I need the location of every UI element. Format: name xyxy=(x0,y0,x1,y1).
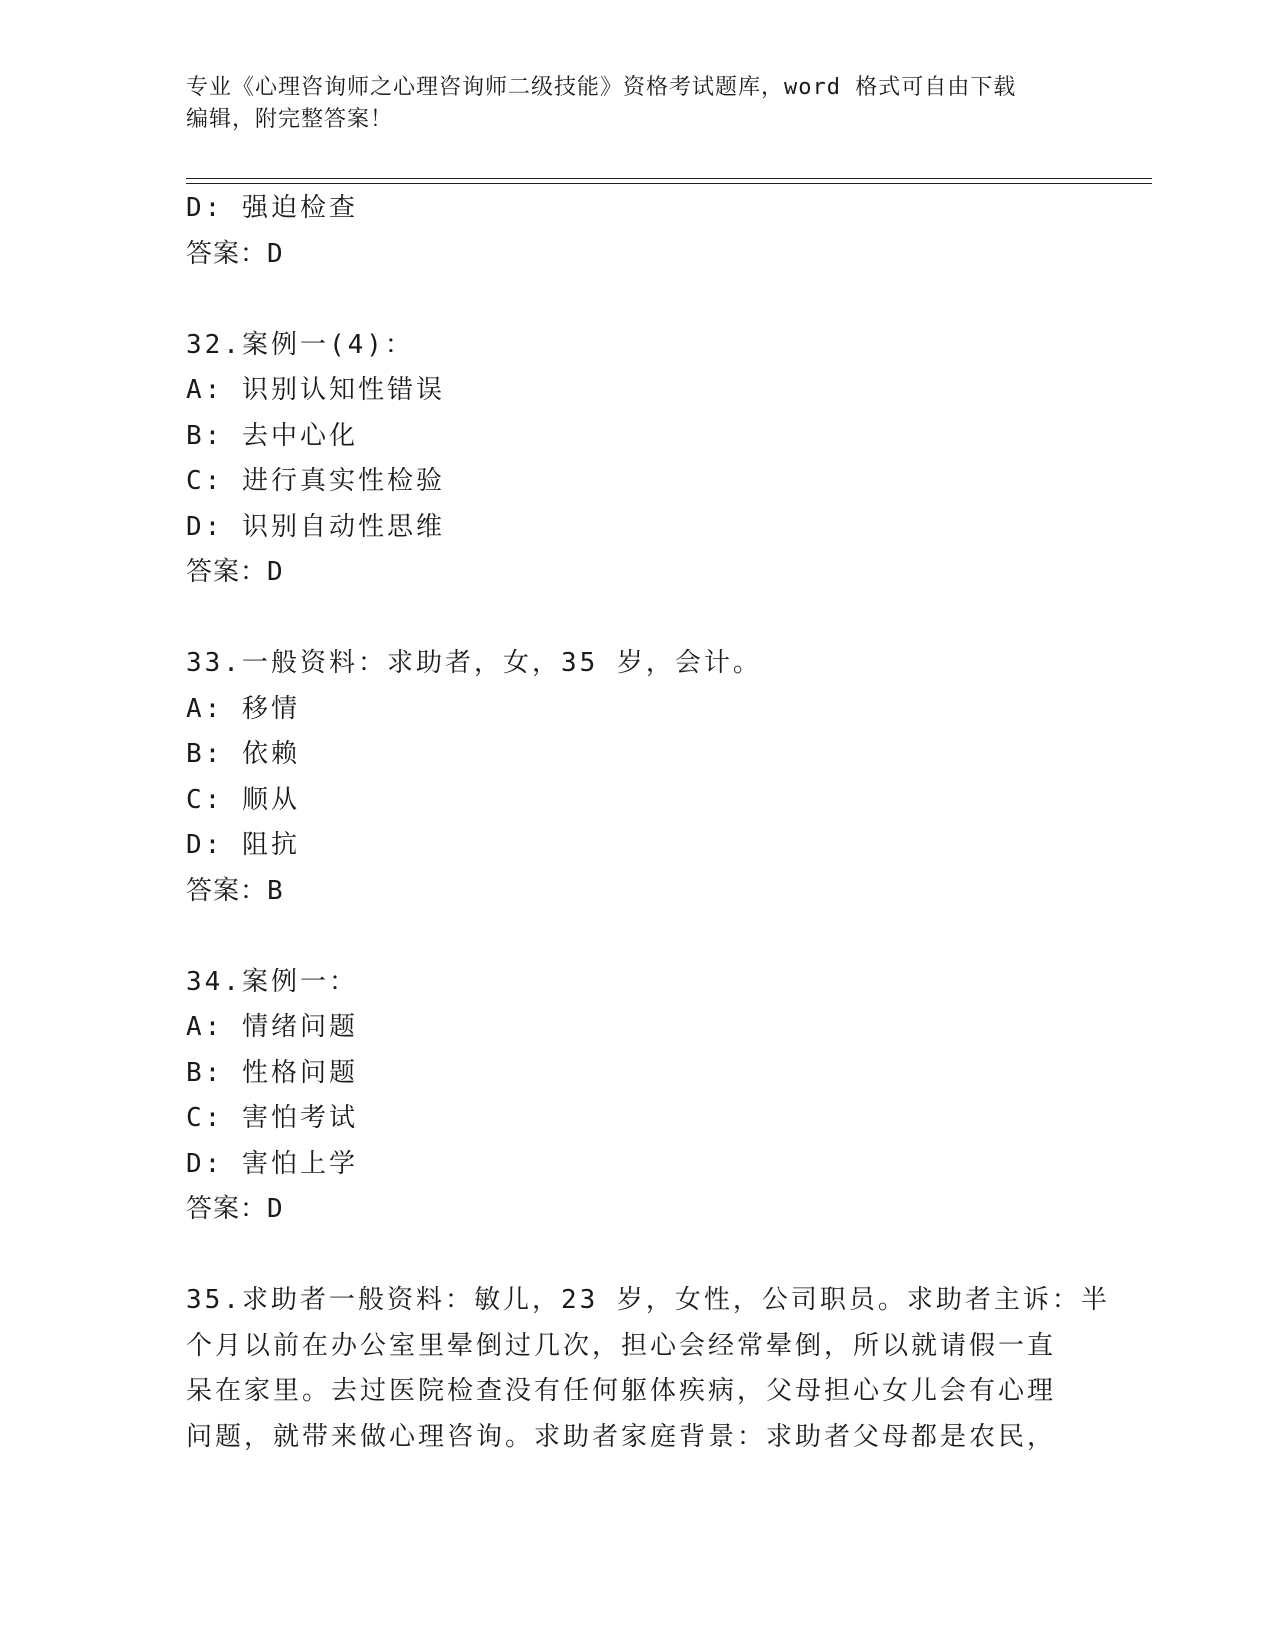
question-35 xyxy=(186,1278,1110,1460)
option-c: C: 害怕考试 xyxy=(186,1103,358,1133)
question-stem-line: 呆在家里。去过医院检查没有任何躯体疾病，父母担心女儿会有心理 xyxy=(186,1376,1057,1406)
question-stem-line: 个月以前在办公室里晕倒过几次，担心会经常晕倒，所以就请假一直 xyxy=(186,1330,1057,1361)
document-header xyxy=(186,72,1066,136)
answer: 答案：D xyxy=(186,1194,284,1224)
question-stem-line: 35.求助者一般资料：敏儿，23 岁，女性，公司职员。求助者主诉：半 xyxy=(186,1285,1110,1315)
question-list xyxy=(186,186,1110,1460)
answer: 答案：D xyxy=(186,557,284,587)
option-b: B: 依赖 xyxy=(186,739,300,769)
header-divider-bottom xyxy=(186,183,1152,184)
option-d: D: 识别自动性思维 xyxy=(186,511,445,542)
question-31 xyxy=(186,186,1086,277)
question-stem: 33.一般资料：求助者，女，35 岁，会计。 xyxy=(186,648,762,678)
spacer xyxy=(186,596,1086,642)
header-line-1: 专业《心理咨询师之心理咨询师二级技能》资格考试题库，word 格式可自由下载 xyxy=(186,75,1017,100)
question-33 xyxy=(186,641,1086,914)
question-32 xyxy=(186,323,1086,596)
option-a: A: 移情 xyxy=(186,693,300,724)
spacer xyxy=(186,914,1086,960)
option-c: C: 顺从 xyxy=(186,784,300,815)
option-d: D: 害怕上学 xyxy=(186,1148,358,1179)
option-a: A: 情绪问题 xyxy=(186,1012,358,1042)
answer: 答案：B xyxy=(186,875,284,906)
option-d: D: 强迫检查 xyxy=(186,193,358,223)
option-d: D: 阻抗 xyxy=(186,830,300,860)
spacer xyxy=(186,1233,1086,1279)
question-stem-line: 问题，就带来做心理咨询。求助者家庭背景：求助者父母都是农民， xyxy=(186,1421,1057,1452)
option-b: B: 去中心化 xyxy=(186,420,358,451)
question-34 xyxy=(186,960,1086,1233)
header-line-2: 编辑，附完整答案！ xyxy=(186,107,394,132)
answer: 答案：D xyxy=(186,238,284,269)
question-stem: 34.案例一： xyxy=(186,966,358,997)
spacer xyxy=(186,277,1086,323)
option-b: B: 性格问题 xyxy=(186,1057,358,1088)
option-a: A: 识别认知性错误 xyxy=(186,375,445,405)
option-c: C: 进行真实性检验 xyxy=(186,466,445,496)
question-stem: 32.案例一(4)： xyxy=(186,329,414,360)
header-divider-top xyxy=(186,178,1152,179)
